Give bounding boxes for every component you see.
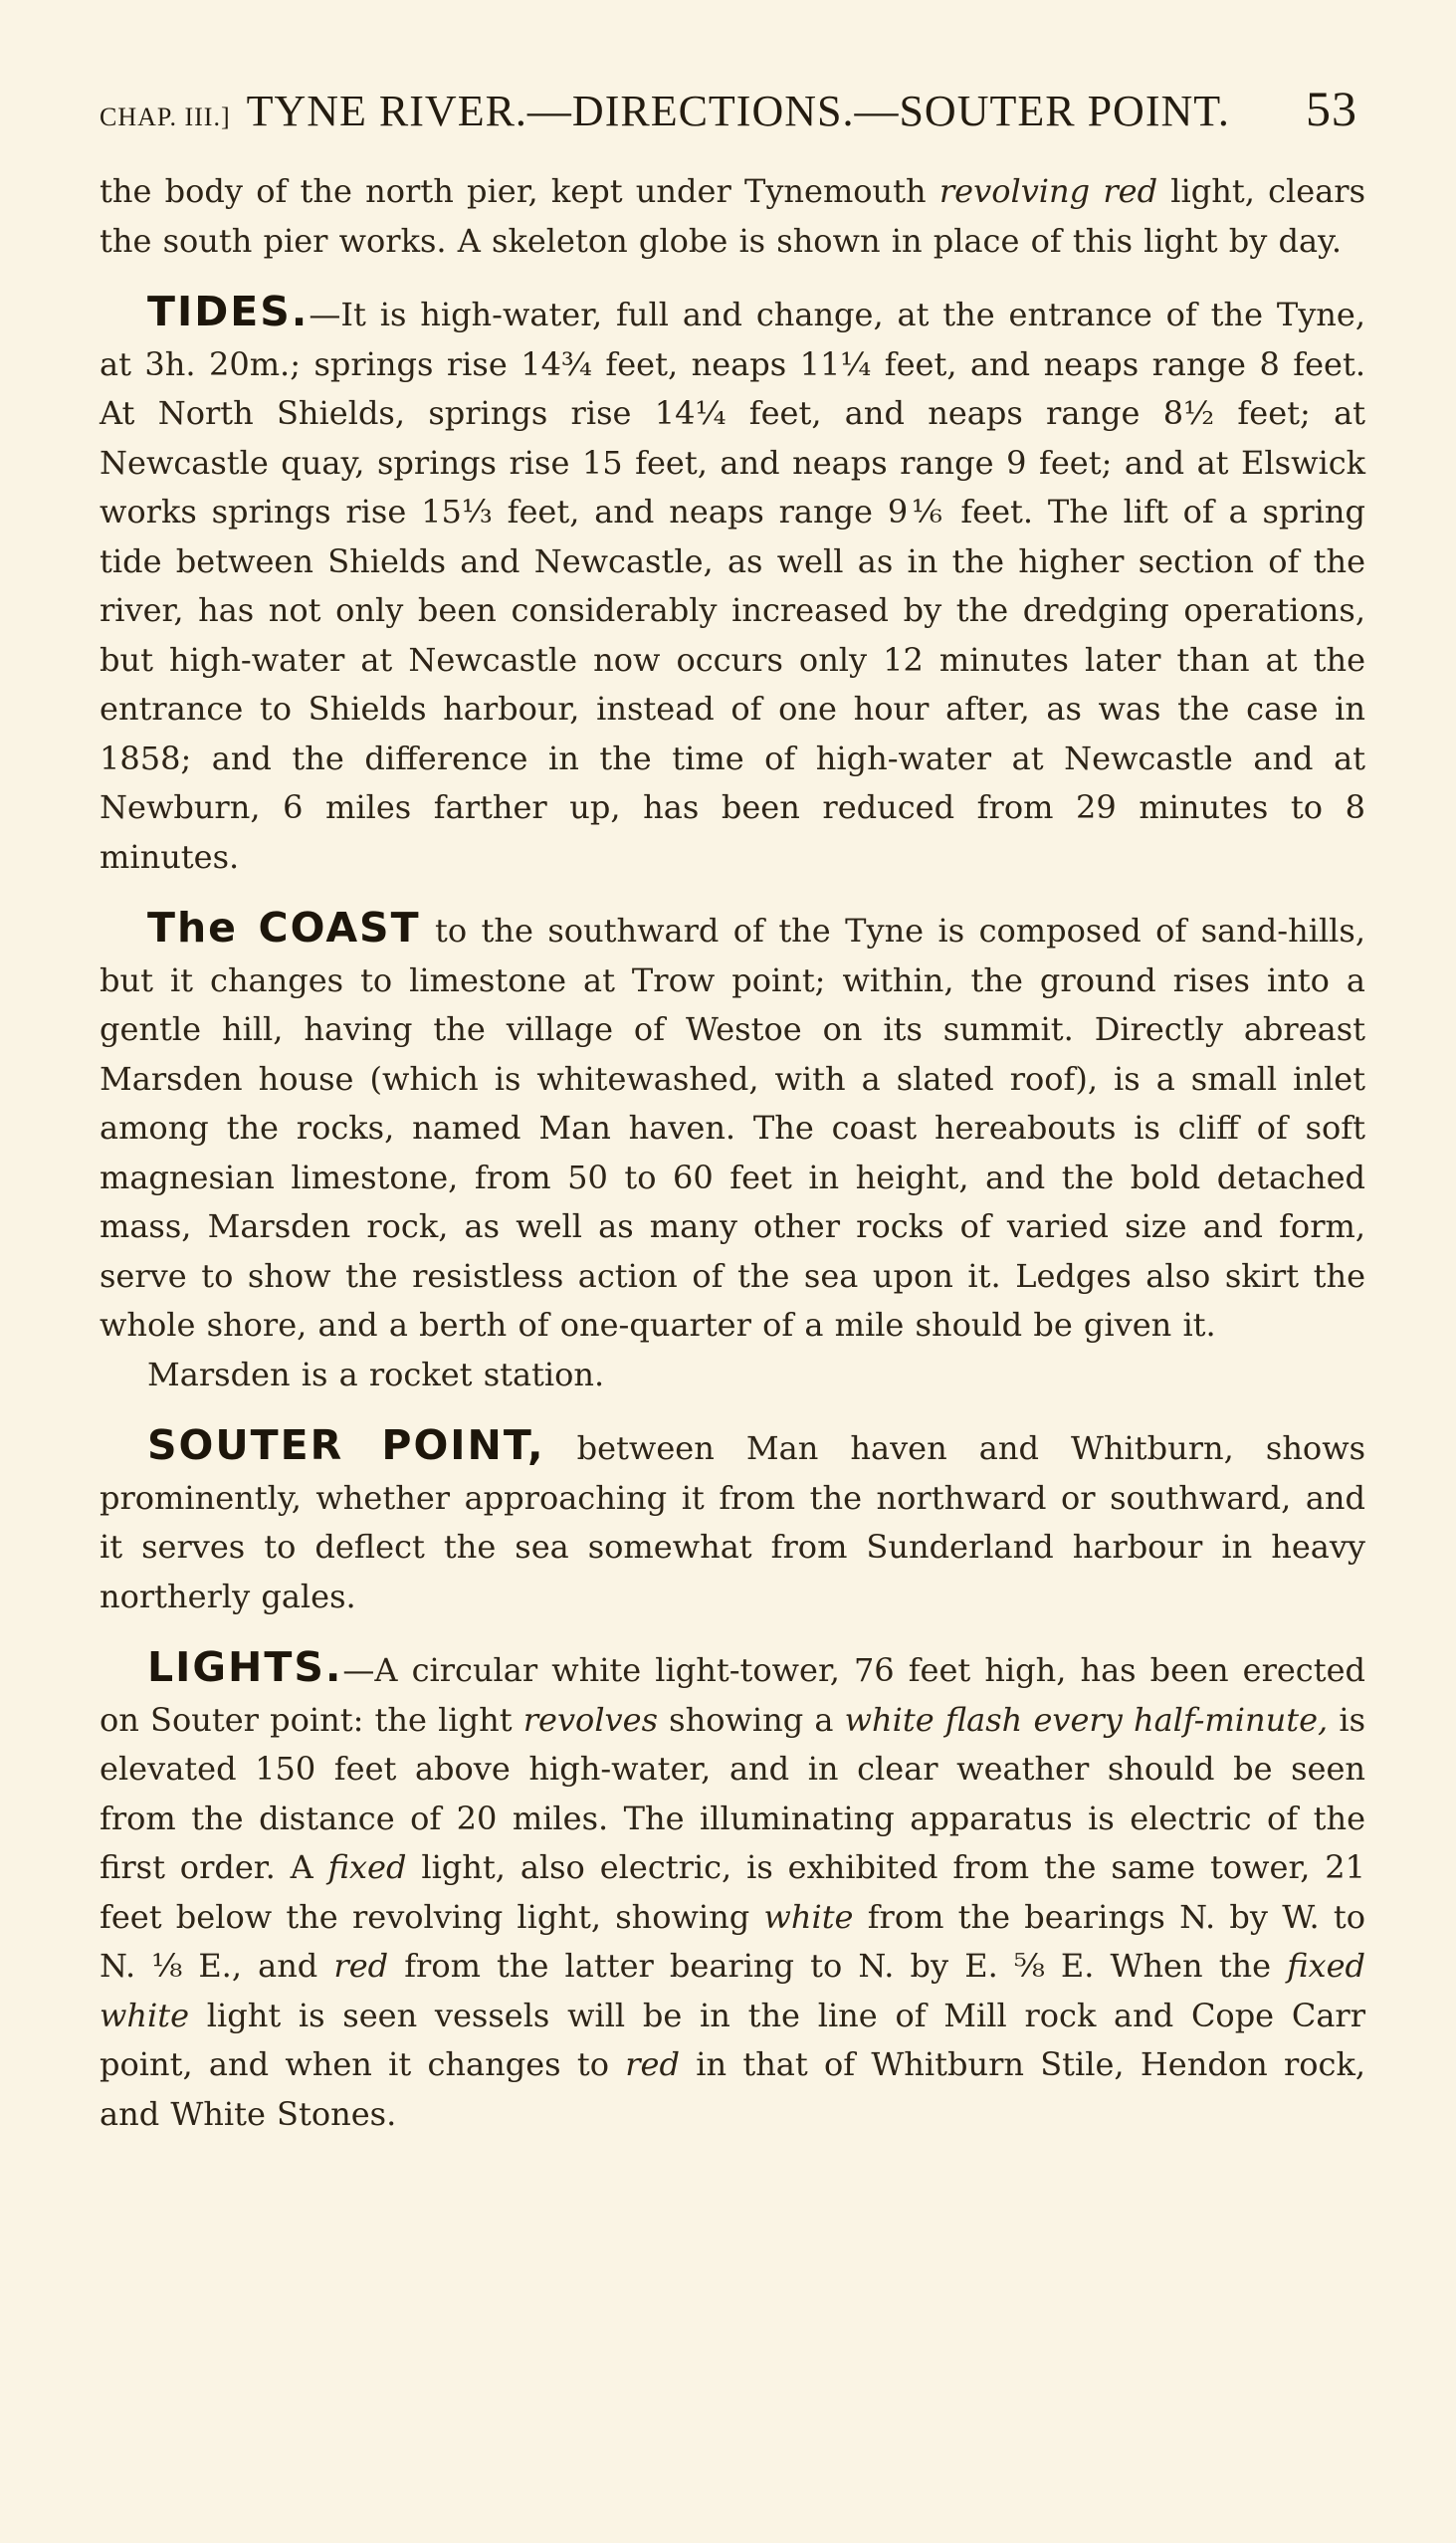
paragraph-text: showing a [657, 1700, 845, 1739]
italic-text: revolves [522, 1700, 658, 1739]
paragraph-text: is elevated 150 feet above high-water, and in clear weather should be seen from the distance of 20 miles. The illuminating apparatus is electric of the first order. A [100, 1700, 1366, 1886]
running-head [100, 80, 1365, 137]
section-heading-coast: The COAST [147, 904, 421, 952]
book-page [100, 80, 1365, 2139]
paragraph-text: from the latter bearing to N. by E. ⅝ E. When the [388, 1947, 1288, 1985]
italic-text: fixed [327, 1848, 407, 1886]
italic-text: white flash every half-minute, [844, 1700, 1329, 1739]
paragraph-tides [100, 288, 1365, 882]
paragraph-text: —A circular white light-tower, 76 feet high, has been erected on Souter point: the light [100, 1651, 1365, 1739]
paragraph-text: between Man haven and Whitburn, shows prominently, whether approaching it from the northward or southward, and it serves to deflect the sea somewhat from Sunderland harbour in heavy northerly gales. [100, 1429, 1366, 1615]
paragraph-text: light is seen vessels will be in the line of Mill rock and Cope Carr point, and when it changes to [100, 1996, 1365, 2083]
section-heading-tides: TIDES. [147, 288, 310, 335]
running-head-title: TYNE RIVER.—DIRECTIONS.—SOUTER POINT. [246, 87, 1230, 135]
paragraph-text: to the southward of the Tyne is composed of sand-hills, but it changes to limestone at Trow point; within, the ground rises into a gentle hill, having the village of Westoe on its summit. Directly abreast Marsden house (which is whitewashed, with a slated roof), is a small inlet among the rocks, named Man haven. The coast hereabouts is cliff of soft magnesian limestone, from 50 to 60 feet in height, and the bold detached mass, Marsden rock, as well as many other rocks of varied size and form, serve to show the resistless action of the sea upon it. Ledges also skirt the whole shore, and a berth of one-quarter of a mile should be given it. [100, 912, 1366, 1344]
paragraph-lights [100, 1643, 1365, 2139]
italic-text: white [763, 1897, 854, 1936]
section-heading-lights: LIGHTS. [147, 1643, 343, 1691]
paragraph-text: Marsden is a rocket station. [147, 1355, 605, 1393]
paragraph-rocket-station [100, 1351, 1365, 1400]
running-head-left [100, 86, 1230, 136]
paragraph-text: from the bearings N. by W. to N. ⅛ E., and [100, 1897, 1366, 1985]
section-heading-souter-point: SOUTER POINT, [147, 1421, 545, 1469]
chapter-label: CHAP. III.] [100, 103, 231, 131]
paragraph-coast [100, 904, 1365, 1351]
paragraph-text: the body of the north pier, kept under Tynemouth [100, 172, 939, 210]
paragraph-continuation [100, 167, 1365, 266]
italic-text: revolving red [938, 172, 1158, 210]
paragraph-text: in that of Whitburn Stile, Hendon rock, and White Stones. [100, 2045, 1366, 2133]
paragraph-souter-point [100, 1421, 1365, 1621]
paragraph-text: light, also electric, is exhibited from the same tower, 21 feet below the revolving light, showing [100, 1848, 1366, 1936]
paragraph-text: —It is high-water, full and change, at the entrance of the Tyne, at 3h. 20m.; springs rise 14¾ feet, neaps 11¼ feet, and neaps range 8 feet. At North Shields, springs rise 14¼ feet, and neaps range 8½ feet; at Newcastle quay, springs rise 15 feet, and neaps range 9 feet; and at Elswick works springs rise 15⅓ feet, and neaps range 9⅙ feet. The lift of a spring tide between Shields and Newcastle, as well as in the higher section of the river, has not only been considerably increased by the dredging operations, but high-water at Newcastle now occurs only 12 minutes later than at the entrance to Shields harbour, instead of one hour after, as was the case in 1858; and the difference in the time of high-water at Newcastle and at Newburn, 6 miles farther up, has been reduced from 29 minutes to 8 minutes. [100, 296, 1365, 876]
italic-text: fixed white [100, 1947, 1366, 2034]
paragraph-text: light, clears the south pier works. A skeleton globe is shown in place of this light by day. [100, 172, 1366, 260]
italic-text: red [625, 2045, 680, 2083]
page-number: 53 [1306, 81, 1357, 136]
italic-text: red [333, 1947, 389, 1985]
